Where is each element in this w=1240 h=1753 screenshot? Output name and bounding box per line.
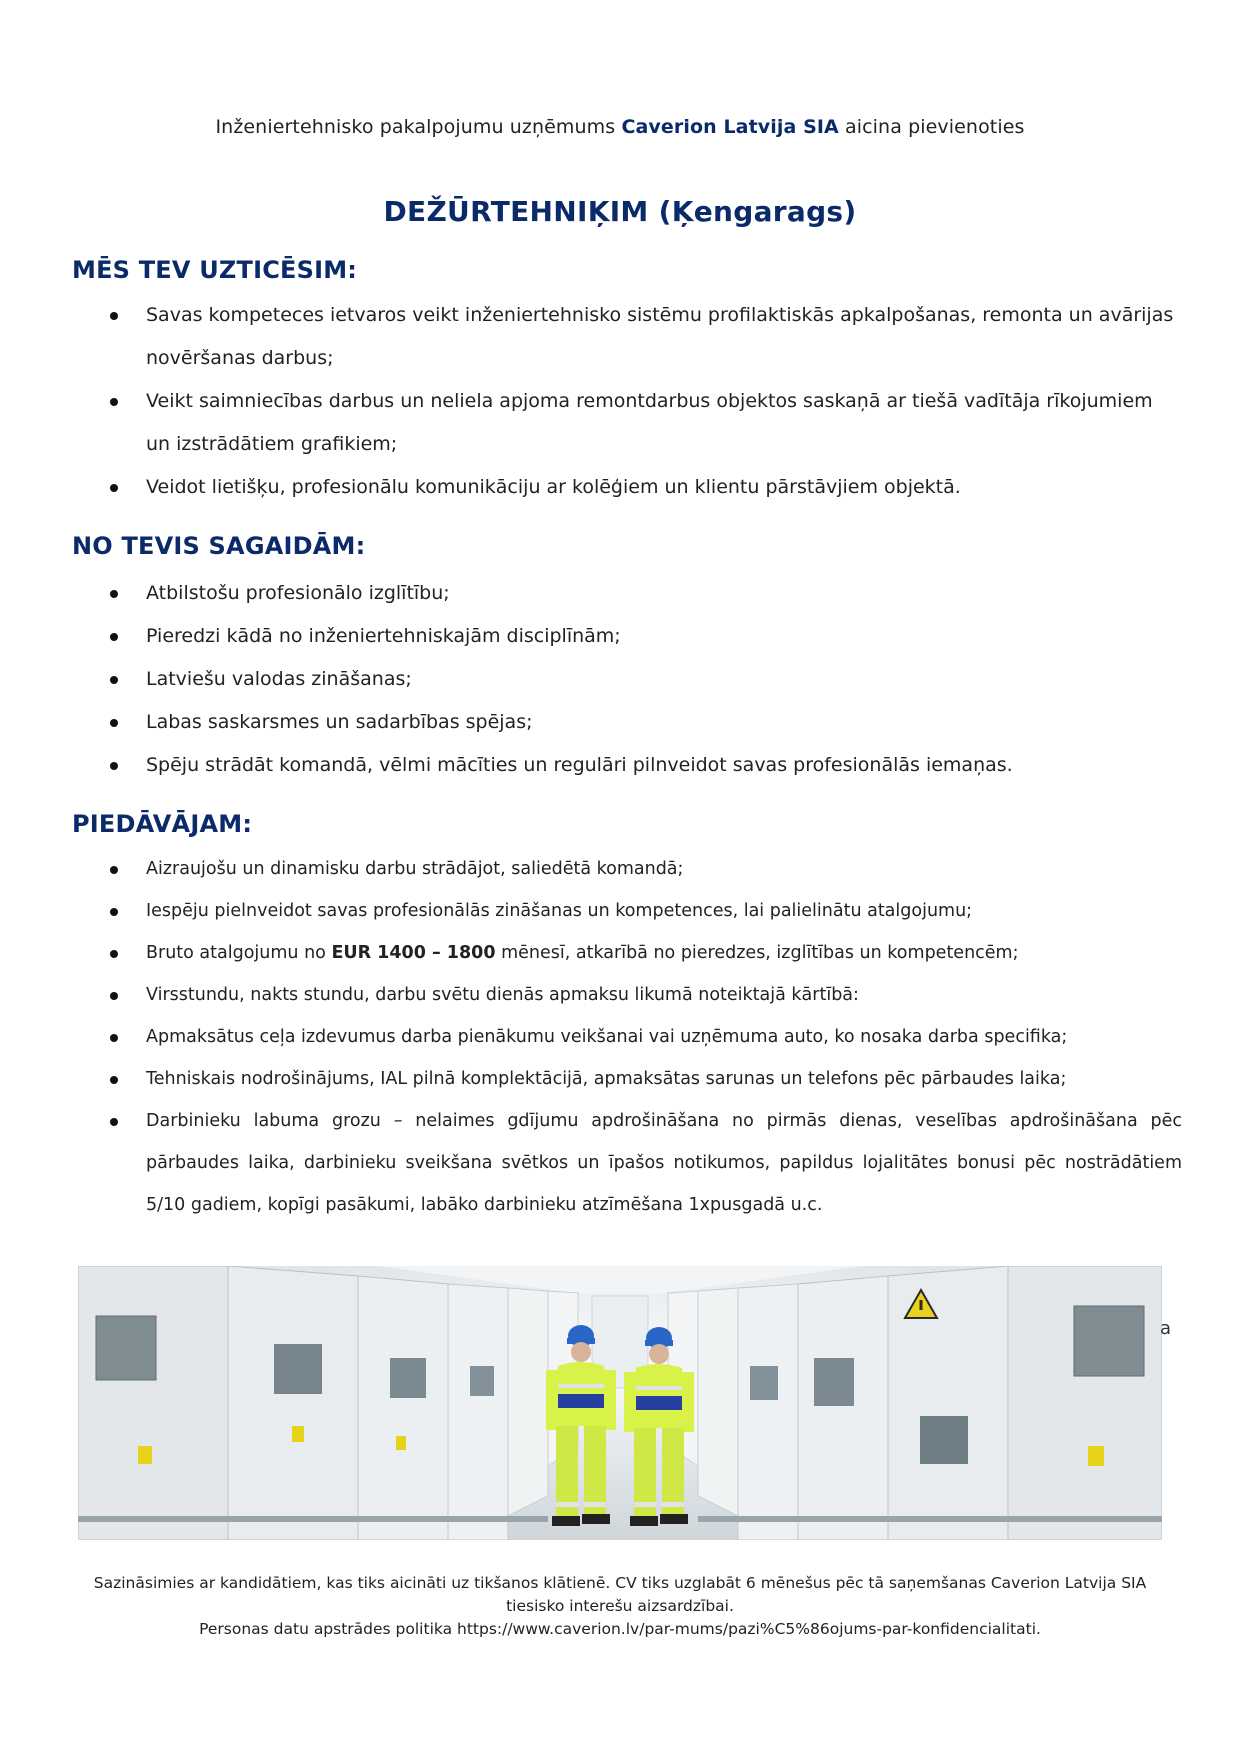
list-item (72, 466, 1182, 509)
list-item-text: Apmaksātus ceļa izdevumus darba pienākumu veikšanai vai uzņēmuma auto, ko nosaka darba specifika; (146, 1027, 1068, 1047)
list-item (72, 615, 1182, 658)
list-item (72, 294, 1182, 380)
bullet-icon (110, 762, 118, 770)
job-title: DEŽŪRTEHNIĶIM (Ķengarags) (383, 195, 857, 228)
stray-character: a (1160, 1318, 1172, 1339)
intro-line (0, 116, 1240, 138)
bullet-icon (110, 676, 118, 684)
bullet-icon (110, 590, 118, 598)
section-heading-requirements: NO TEVIS SAGAIDĀM: (72, 532, 366, 560)
salary-text-before: Bruto atalgojumu no (146, 943, 332, 963)
bullet-icon (110, 719, 118, 727)
bullet-icon (110, 484, 118, 492)
section-responsibilities (72, 256, 1182, 509)
bullet-icon (110, 1034, 118, 1042)
intro-before: Inženiertehnisko pakalpojumu uzņēmums (215, 116, 622, 138)
bullet-icon (110, 866, 118, 874)
section-heading-offer: PIEDĀVĀJAM: (72, 810, 253, 838)
section-requirements (72, 532, 1182, 787)
intro-after: aicina pievienoties (838, 116, 1025, 138)
salary-range: EUR 1400 – 1800 (331, 943, 496, 963)
list-item (72, 572, 1182, 615)
bullet-icon (110, 398, 118, 406)
list-item (72, 932, 1182, 974)
footer-line-1: Sazināsimies ar kandidātiem, kas tiks aicināti uz tikšanos klātienē. CV tiks uzglabāt 6 mēnešus pēc tā saņemšanas Caverion Latvija SIA (93, 1574, 1147, 1592)
left-cabinets (78, 1266, 578, 1540)
section-offer (72, 810, 1182, 1226)
list-item (72, 1100, 1182, 1226)
list-item (72, 974, 1182, 1016)
bullet-icon (110, 1076, 118, 1084)
list-item (72, 1016, 1182, 1058)
bullet-icon (110, 992, 118, 1000)
list-item-text: Veikt saimniecības darbus un neliela apjoma remontdarbus objektos saskaņā ar tiešā vadītāja rīkojumiem un izstrādātiem grafikiem; (146, 390, 1153, 455)
section-heading-responsibilities: MĒS TEV UZTICĒSIM: (72, 256, 358, 284)
list-item (72, 658, 1182, 701)
offer-list (72, 848, 1182, 1226)
bullet-icon (110, 633, 118, 641)
list-item (72, 744, 1182, 787)
bullet-icon (110, 950, 118, 958)
list-item-text: Savas kompeteces ietvaros veikt inženiertehnisko sistēmu profilaktiskās apkalpošanas, remonta un avārijas novēršanas darbus; (146, 304, 1174, 369)
footer-note (80, 1572, 1160, 1641)
workers-corridor-photo (78, 1266, 1162, 1540)
list-item-text: Labas saskarsmes un sadarbības spējas; (146, 711, 533, 733)
bullet-icon (110, 908, 118, 916)
responsibilities-list (72, 294, 1182, 509)
list-item-text: Latviešu valodas zināšanas; (146, 668, 412, 690)
company-name: Caverion Latvija SIA (621, 116, 839, 138)
right-cabinets (668, 1266, 1162, 1540)
list-item-text: Veidot lietišķu, profesionālu komunikāciju ar kolēģiem un klientu pārstāvjiem objektā. (146, 476, 961, 498)
list-item (72, 1058, 1182, 1100)
list-item-text: Spēju strādāt komandā, vēlmi mācīties un regulāri pilnveidot savas profesionālās iemaņas. (146, 754, 1013, 776)
footer-line-3: Personas datu apstrādes politika https://www.caverion.lv/par-mums/pazi%C5%86ojums-par-konfidencialitati. (199, 1620, 1041, 1638)
list-item-text: Aizraujošu un dinamisku darbu strādājot, saliedētā komandā; (146, 859, 684, 879)
list-item-text: Atbilstošu profesionālo izglītību; (146, 582, 450, 604)
list-item-text: Iespēju pielnveidot savas profesionālās zināšanas un kompetences, lai palielinātu atalgojumu; (146, 901, 973, 921)
list-item (72, 848, 1182, 890)
photo-illustration (78, 1266, 1162, 1540)
list-item (72, 890, 1182, 932)
bullet-icon (110, 1118, 118, 1126)
list-item-text: Tehniskais nodrošinājums, IAL pilnā komplektācijā, apmaksātas sarunas un telefons pēc pārbaudes laika; (146, 1069, 1067, 1089)
list-item-text: Pieredzi kādā no inženiertehniskajām disciplīnām; (146, 625, 621, 647)
salary-text-after: mēnesī, atkarībā no pieredzes, izglītības un kompetencēm; (495, 943, 1019, 963)
list-item-text: Virsstundu, nakts stundu, darbu svētu dienās apmaksu likumā noteiktajā kārtībā: (146, 985, 859, 1005)
list-item-text: Darbinieku labuma grozu – nelaimes gdījumu apdrošināšana no pirmās dienas, veselības apdrošināšana pēc pārbaudes laika, darbinieku sveikšana svētkos un īpašos notikumos, papildus lojalitātes bonusi pēc nostrādātiem 5/10 gadiem, kopīgi pasākumi, labāko darbinieku atzīmēšana 1xpusgadā u.c. (146, 1111, 1182, 1215)
list-item (72, 380, 1182, 466)
list-item (72, 701, 1182, 744)
bullet-icon (110, 312, 118, 320)
footer-line-2: tiesisko interešu aizsardzībai. (506, 1597, 734, 1615)
requirements-list (72, 572, 1182, 787)
